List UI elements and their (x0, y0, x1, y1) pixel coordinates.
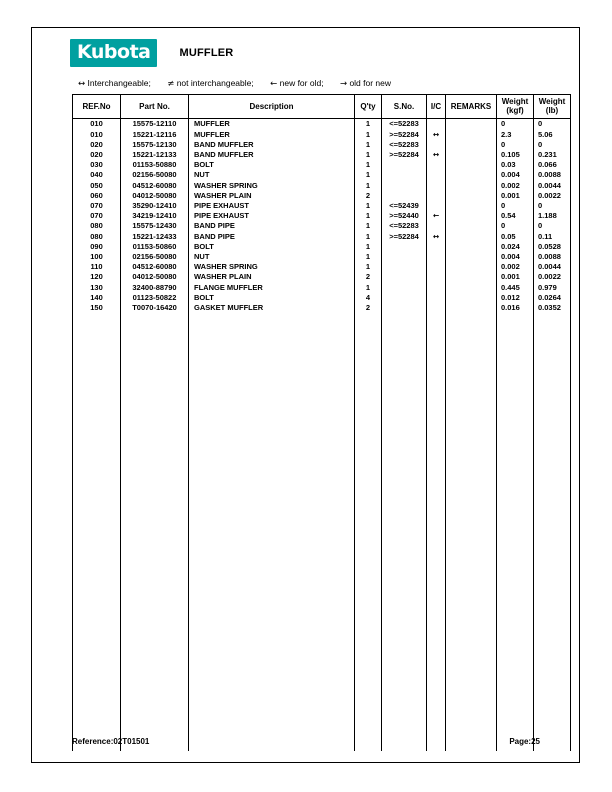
table-row (73, 221, 571, 231)
column-header-weight-kgf (497, 95, 534, 119)
cell-part-no: 02156-50080 (121, 170, 189, 180)
column-header-ref-no: REF.No (73, 95, 121, 119)
cell-remarks (446, 160, 497, 170)
cell-weight-lb: 0.0264 (534, 293, 571, 303)
cell-part-no: 15575-12110 (121, 119, 189, 130)
cell-qty: 4 (355, 293, 382, 303)
right-arrow-icon: → (339, 79, 348, 89)
cell-weight-lb: 0 (534, 119, 571, 130)
cell-ic (427, 272, 446, 282)
cell-serial-no (382, 242, 427, 252)
cell-description: PIPE EXHAUST (189, 211, 355, 221)
column-header-ic: I/C (427, 95, 446, 119)
cell-qty: 2 (355, 191, 382, 201)
column-header-remarks: REMARKS (446, 95, 497, 119)
cell-qty: 1 (355, 242, 382, 252)
table-row (73, 191, 571, 201)
cell-serial-no (382, 272, 427, 282)
cell-qty: 2 (355, 272, 382, 282)
cell-ref-no: 110 (73, 262, 121, 272)
cell-weight-lb: 0.979 (534, 283, 571, 293)
cell-serial-no: >=52440 (382, 211, 427, 221)
cell-description: GASKET MUFFLER (189, 303, 355, 313)
cell-ic (427, 303, 446, 313)
cell-weight-kgf: 0.445 (497, 283, 534, 293)
cell-part-no: 04512-60080 (121, 181, 189, 191)
cell-ref-no: 070 (73, 201, 121, 211)
cell-remarks (446, 150, 497, 160)
cell-ref-no: 130 (73, 283, 121, 293)
weight-lb-main: Weight (538, 97, 566, 106)
cell-weight-kgf: 0.004 (497, 170, 534, 180)
legend-label: old for new (349, 78, 392, 88)
cell-remarks (446, 140, 497, 150)
cell-weight-lb: 5.06 (534, 130, 571, 140)
cell-ref-no: 030 (73, 160, 121, 170)
cell-part-no: 15221-12116 (121, 130, 189, 140)
cell-ic (427, 181, 446, 191)
cell-remarks (446, 119, 497, 130)
table-row (73, 232, 571, 242)
cell-serial-no: <=52283 (382, 140, 427, 150)
column-header-qty: Q'ty (355, 95, 382, 119)
symbol-legend (78, 78, 405, 89)
cell-weight-kgf: 0 (497, 201, 534, 211)
cell-weight-lb: 0 (534, 140, 571, 150)
empty-cell (446, 313, 497, 751)
legend-label: new for old; (279, 78, 324, 88)
cell-weight-kgf: 0.105 (497, 150, 534, 160)
legend-item-new-for-old (270, 78, 326, 88)
empty-cell (534, 313, 571, 751)
cell-weight-lb: 0.0044 (534, 262, 571, 272)
cell-qty: 1 (355, 211, 382, 221)
table-row (73, 211, 571, 221)
cell-part-no: 04012-50080 (121, 272, 189, 282)
cell-weight-lb: 1.188 (534, 211, 571, 221)
cell-ic: ↔ (427, 150, 446, 160)
cell-weight-kgf: 0 (497, 140, 534, 150)
column-header-weight-lb (534, 95, 571, 119)
cell-remarks (446, 181, 497, 191)
cell-ref-no: 080 (73, 221, 121, 231)
cell-part-no: 01123-50822 (121, 293, 189, 303)
cell-qty: 2 (355, 303, 382, 313)
cell-ic (427, 252, 446, 262)
cell-ref-no: 060 (73, 191, 121, 201)
cell-weight-kgf: 0.016 (497, 303, 534, 313)
cell-weight-kgf: 0.001 (497, 191, 534, 201)
cell-ic (427, 293, 446, 303)
footer-reference: Reference:02T01501 (72, 737, 150, 746)
table-row (73, 119, 571, 130)
double-arrow-icon: ↔ (78, 79, 86, 89)
cell-remarks (446, 201, 497, 211)
cell-remarks (446, 272, 497, 282)
cell-part-no: 01153-50860 (121, 242, 189, 252)
cell-weight-kgf: 0.54 (497, 211, 534, 221)
cell-description: PIPE EXHAUST (189, 201, 355, 211)
column-header-description: Description (189, 95, 355, 119)
page-title: MUFFLER (179, 47, 234, 59)
cell-part-no: 35290-12410 (121, 201, 189, 211)
cell-remarks (446, 191, 497, 201)
cell-qty: 1 (355, 170, 382, 180)
cell-description: BAND MUFFLER (189, 150, 355, 160)
cell-ic (427, 170, 446, 180)
table-row (73, 181, 571, 191)
table-filler-row (73, 313, 571, 751)
empty-cell (189, 313, 355, 751)
document-header (70, 38, 550, 68)
table-header-row (73, 95, 571, 119)
cell-weight-lb: 0.231 (534, 150, 571, 160)
cell-remarks (446, 211, 497, 221)
weight-lb-unit: (lb) (545, 106, 559, 116)
cell-weight-lb: 0.0022 (534, 272, 571, 282)
cell-serial-no: <=52283 (382, 119, 427, 130)
cell-ref-no: 140 (73, 293, 121, 303)
cell-ref-no: 090 (73, 242, 121, 252)
cell-serial-no (382, 293, 427, 303)
cell-remarks (446, 221, 497, 231)
cell-qty: 1 (355, 283, 382, 293)
cell-description: WASHER PLAIN (189, 191, 355, 201)
cell-weight-kgf: 0.024 (497, 242, 534, 252)
cell-qty: 1 (355, 201, 382, 211)
cell-description: NUT (189, 170, 355, 180)
empty-cell (121, 313, 189, 751)
cell-weight-lb: 0.0528 (534, 242, 571, 252)
cell-weight-lb: 0.11 (534, 232, 571, 242)
cell-description: BAND MUFFLER (189, 140, 355, 150)
left-arrow-icon: ← (270, 79, 278, 89)
cell-serial-no (382, 181, 427, 191)
cell-description: WASHER PLAIN (189, 272, 355, 282)
table-row (73, 252, 571, 262)
cell-ref-no: 010 (73, 119, 121, 130)
cell-weight-kgf: 0.05 (497, 232, 534, 242)
cell-serial-no: <=52439 (382, 201, 427, 211)
column-header-part-no: Part No. (121, 95, 189, 119)
parts-list-table (72, 94, 571, 751)
cell-weight-lb: 0.0352 (534, 303, 571, 313)
cell-remarks (446, 303, 497, 313)
cell-weight-kgf: 0 (497, 221, 534, 231)
cell-part-no: 04012-50080 (121, 191, 189, 201)
cell-weight-lb: 0.0088 (534, 170, 571, 180)
table-row (73, 130, 571, 140)
legend-label: Interchangeable; (87, 78, 151, 88)
table-row (73, 150, 571, 160)
cell-ic: ↔ (427, 130, 446, 140)
cell-ref-no: 020 (73, 140, 121, 150)
cell-description: BAND PIPE (189, 232, 355, 242)
cell-part-no: 32400-88790 (121, 283, 189, 293)
cell-ref-no: 020 (73, 150, 121, 160)
cell-description: BOLT (189, 242, 355, 252)
cell-qty: 1 (355, 252, 382, 262)
page-footer (72, 737, 540, 746)
cell-qty: 1 (355, 130, 382, 140)
cell-ic (427, 242, 446, 252)
cell-qty: 1 (355, 160, 382, 170)
cell-weight-kgf: 0.001 (497, 272, 534, 282)
table-row (73, 140, 571, 150)
cell-part-no: 15575-12430 (121, 221, 189, 231)
cell-remarks (446, 262, 497, 272)
cell-qty: 1 (355, 232, 382, 242)
kubota-logo: Kubota (70, 39, 157, 67)
table-row (73, 201, 571, 211)
cell-remarks (446, 232, 497, 242)
cell-serial-no: >=52284 (382, 130, 427, 140)
cell-ic (427, 191, 446, 201)
cell-serial-no (382, 303, 427, 313)
cell-weight-lb: 0.0044 (534, 181, 571, 191)
cell-description: BAND PIPE (189, 221, 355, 231)
cell-ic (427, 221, 446, 231)
cell-serial-no (382, 160, 427, 170)
empty-cell (355, 313, 382, 751)
legend-item-old-for-new (340, 78, 391, 88)
cell-weight-kgf: 0.03 (497, 160, 534, 170)
cell-ic: ← (427, 211, 446, 221)
cell-weight-kgf: 0.004 (497, 252, 534, 262)
column-header-serial-no: S.No. (382, 95, 427, 119)
cell-weight-lb: 0 (534, 201, 571, 211)
empty-cell (497, 313, 534, 751)
cell-serial-no: >=52284 (382, 232, 427, 242)
cell-ref-no: 120 (73, 272, 121, 282)
legend-item-not-interchangeable (167, 78, 256, 88)
cell-description: WASHER SPRING (189, 181, 355, 191)
cell-weight-lb: 0 (534, 221, 571, 231)
table-row (73, 272, 571, 282)
cell-weight-kgf: 0.002 (497, 181, 534, 191)
empty-cell (382, 313, 427, 751)
table-row (73, 293, 571, 303)
cell-ref-no: 010 (73, 130, 121, 140)
cell-qty: 1 (355, 221, 382, 231)
cell-serial-no (382, 170, 427, 180)
cell-part-no: 04512-60080 (121, 262, 189, 272)
table-row (73, 170, 571, 180)
cell-ref-no: 080 (73, 232, 121, 242)
cell-description: BOLT (189, 293, 355, 303)
cell-serial-no (382, 191, 427, 201)
cell-serial-no (382, 283, 427, 293)
cell-weight-lb: 0.0022 (534, 191, 571, 201)
table-row (73, 303, 571, 313)
legend-label: not interchangeable; (176, 78, 254, 88)
cell-qty: 1 (355, 150, 382, 160)
cell-weight-kgf: 0.012 (497, 293, 534, 303)
cell-ic (427, 119, 446, 130)
table-row (73, 160, 571, 170)
cell-serial-no: <=52283 (382, 221, 427, 231)
cell-description: BOLT (189, 160, 355, 170)
cell-description: MUFFLER (189, 130, 355, 140)
cell-ref-no: 070 (73, 211, 121, 221)
cell-part-no: 15575-12130 (121, 140, 189, 150)
legend-item-interchangeable (78, 78, 153, 88)
cell-ref-no: 150 (73, 303, 121, 313)
table-row (73, 242, 571, 252)
cell-ref-no: 050 (73, 181, 121, 191)
cell-qty: 1 (355, 181, 382, 191)
cell-remarks (446, 293, 497, 303)
cell-part-no: T0070-16420 (121, 303, 189, 313)
cell-serial-no (382, 262, 427, 272)
weight-kgf-main: Weight (501, 97, 529, 106)
cell-ic (427, 201, 446, 211)
table-row (73, 283, 571, 293)
cell-part-no: 15221-12433 (121, 232, 189, 242)
cell-qty: 1 (355, 140, 382, 150)
cell-serial-no: >=52284 (382, 150, 427, 160)
cell-weight-kgf: 0 (497, 119, 534, 130)
cell-qty: 1 (355, 119, 382, 130)
cell-description: MUFFLER (189, 119, 355, 130)
cell-part-no: 34219-12410 (121, 211, 189, 221)
empty-cell (427, 313, 446, 751)
weight-kgf-unit: (kgf) (506, 106, 524, 116)
cell-remarks (446, 170, 497, 180)
cell-ref-no: 100 (73, 252, 121, 262)
cell-weight-lb: 0.0088 (534, 252, 571, 262)
cell-ref-no: 040 (73, 170, 121, 180)
cell-remarks (446, 242, 497, 252)
cell-weight-kgf: 0.002 (497, 262, 534, 272)
cell-qty: 1 (355, 262, 382, 272)
cell-description: WASHER SPRING (189, 262, 355, 272)
cell-part-no: 02156-50080 (121, 252, 189, 262)
cell-ic: ↔ (427, 232, 446, 242)
footer-page-number: Page:25 (509, 737, 540, 746)
cell-weight-kgf: 2.3 (497, 130, 534, 140)
table-row (73, 262, 571, 272)
cell-description: NUT (189, 252, 355, 262)
cell-ic (427, 140, 446, 150)
cell-ic (427, 262, 446, 272)
not-equal-icon: ≠ (167, 79, 175, 89)
empty-cell (73, 313, 121, 751)
cell-part-no: 01153-50880 (121, 160, 189, 170)
cell-description: FLANGE MUFFLER (189, 283, 355, 293)
cell-remarks (446, 130, 497, 140)
cell-weight-lb: 0.066 (534, 160, 571, 170)
cell-part-no: 15221-12133 (121, 150, 189, 160)
cell-ic (427, 160, 446, 170)
cell-remarks (446, 252, 497, 262)
cell-ic (427, 283, 446, 293)
cell-serial-no (382, 252, 427, 262)
cell-remarks (446, 283, 497, 293)
